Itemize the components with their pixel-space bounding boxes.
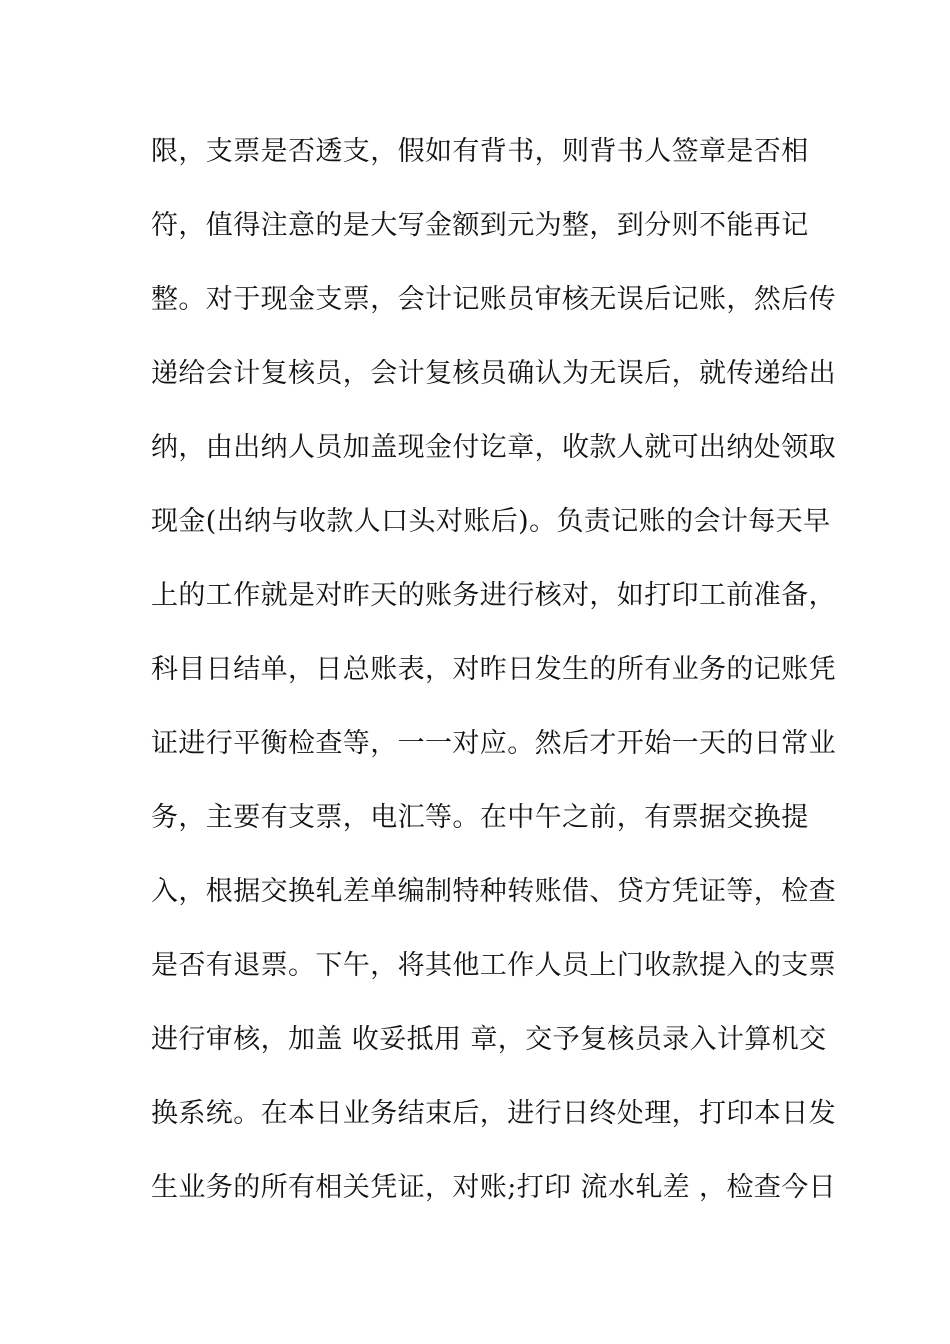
text-line: 符，值得注意的是大写金额到元为整，到分则不能再记 [151, 210, 809, 241]
text-line: 入，根据交换轧差单编制特种转账借、贷方凭证等，检查 [151, 876, 836, 907]
text-line: 整。对于现金支票，会计记账员审核无误后记账，然后传 [151, 284, 836, 315]
text-line: 是否有退票。下午，将其他工作人员上门收款提入的支票 [151, 950, 836, 981]
text-line: 科目日结单，日总账表，对昨日发生的所有业务的记账凭 [151, 654, 836, 685]
body-text [151, 130, 837, 1240]
text-line: 生业务的所有相关凭证，对账;打印 流水轧差 ，检查今日 [151, 1172, 837, 1203]
text-line: 证进行平衡检查等，一一对应。然后才开始一天的日常业 [151, 728, 836, 759]
text-line: 换系统。在本日业务结束后，进行日终处理，打印本日发 [151, 1098, 836, 1129]
text-line: 进行审核，加盖 收妥抵用 章，交予复核员录入计算机交 [151, 1024, 827, 1055]
text-line: 纳，由出纳人员加盖现金付讫章，收款人就可出纳处领取 [151, 432, 836, 463]
text-line: 现金(出纳与收款人口头对账后)。负责记账的会计每天早 [151, 506, 831, 537]
text-line: 递给会计复核员，会计复核员确认为无误后，就传递给出 [151, 358, 836, 389]
text-line: 限，支票是否透支，假如有背书，则背书人签章是否相 [151, 136, 809, 167]
text-line: 上的工作就是对昨天的账务进行核对，如打印工前准备， [151, 580, 836, 611]
text-line: 务，主要有支票，电汇等。在中午之前，有票据交换提 [151, 802, 809, 833]
